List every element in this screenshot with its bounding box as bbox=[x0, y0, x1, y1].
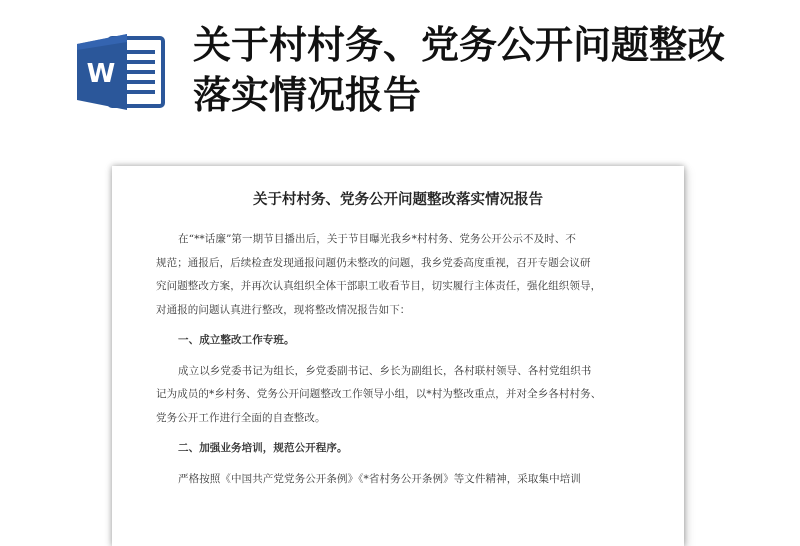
page-title bbox=[193, 20, 783, 120]
svg-text:W: W bbox=[86, 59, 116, 89]
page-title-line-1: 关于村村务、党务公开问题整改 bbox=[193, 23, 726, 67]
page-title-line-2: 落实情况报告 bbox=[193, 73, 422, 117]
paragraph-line: 究问题整改方案，并再次认真组织全体干部职工收看节目，切实履行主体责任，强化组织领导， bbox=[156, 280, 602, 292]
paragraph-line: 党务公开工作进行全面的自查整改。 bbox=[156, 411, 326, 424]
paragraph-line: 成立以乡党委书记为组长，乡党委副书记、乡长为副组长，各村联村领导、各村党组织书 bbox=[178, 364, 592, 377]
paragraph-line: 记为成员的*乡村务、党务公开问题整改工作领导小组，以*村为整改重点，并对全乡各村村务、 bbox=[156, 388, 602, 400]
section-heading: 一、成立整改工作专班。 bbox=[178, 334, 295, 346]
document-preview bbox=[112, 166, 684, 546]
paragraph-line: 规范；通报后，后续检查发现通报问题仍未整改的问题，我乡党委高度重视，召开专题会议研 bbox=[156, 256, 591, 269]
paragraph-line: 严格按照《中国共产党党务公开条例》《*省村务公开条例》等文件精神，采取集中培训 bbox=[178, 472, 581, 485]
document-title: 关于村村务、党务公开问题整改落实情况报告 bbox=[253, 191, 543, 208]
document-body bbox=[156, 228, 648, 491]
paragraph-line: 在“**话廉”第一期节目播出后，关于节目曝光我乡*村村务、党务公开公示不及时、不 bbox=[178, 233, 576, 245]
word-icon bbox=[75, 32, 167, 112]
paragraph-line: 对通报的问题认真进行整改，现将整改情况报告如下： bbox=[156, 303, 411, 316]
section-heading: 二、加强业务培训，规范公开程序。 bbox=[178, 442, 348, 454]
